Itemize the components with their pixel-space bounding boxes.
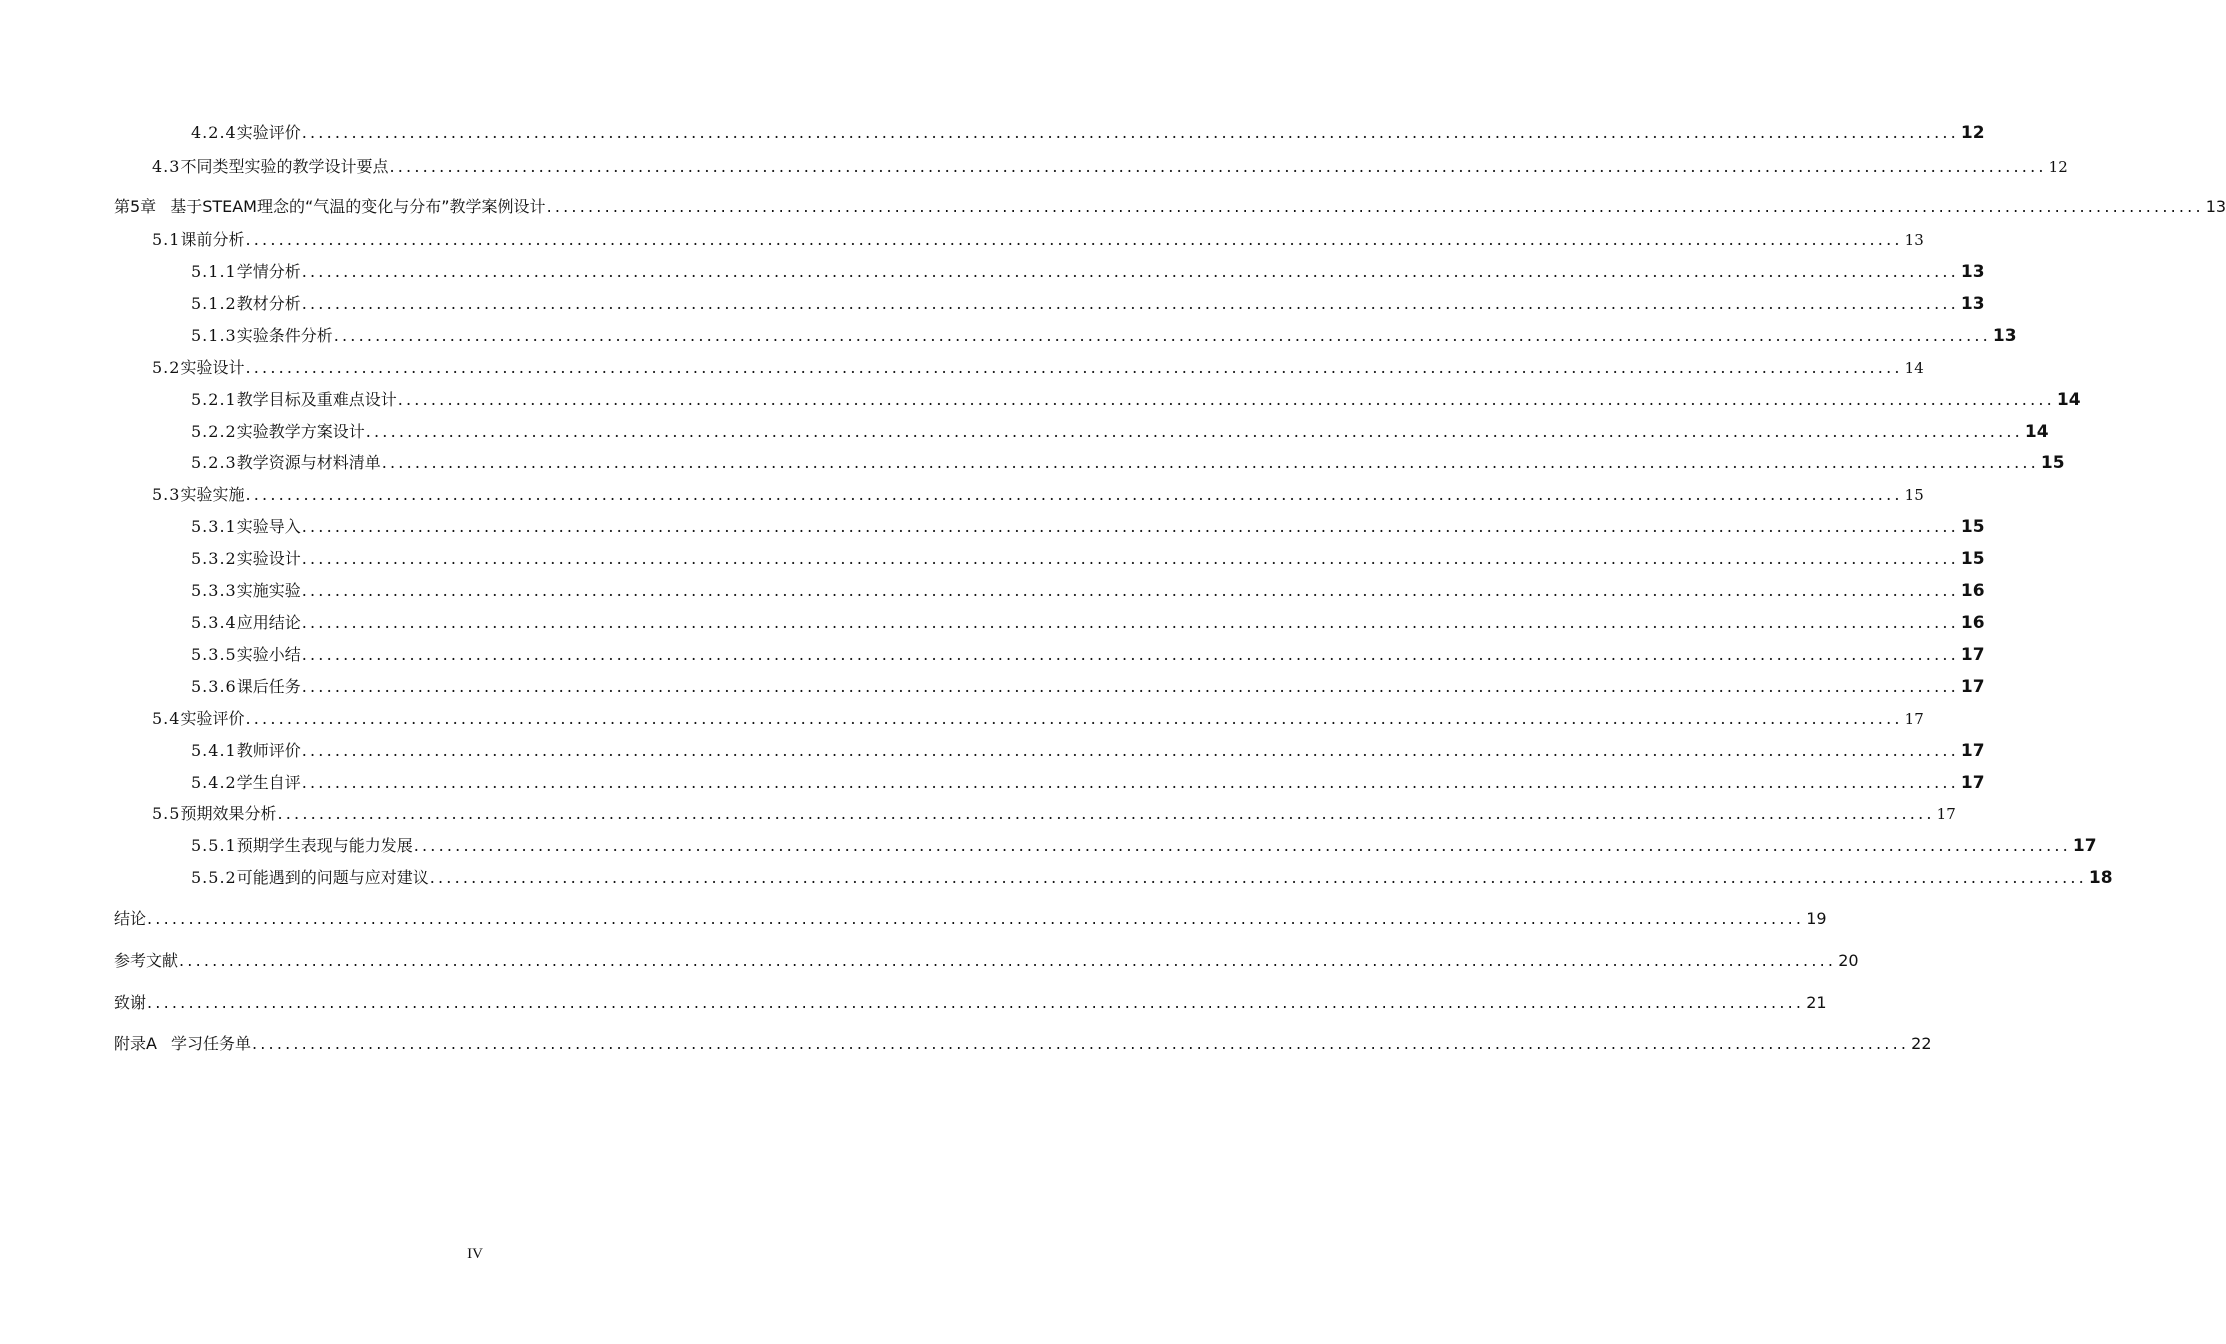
dot-leader: ........................................................................................................................................................................................................ xyxy=(301,741,1959,760)
toc-entry-title: 学生自评 xyxy=(236,773,301,792)
dot-leader: ........................................................................................................................................................................................................ xyxy=(245,709,1903,728)
toc-entry-page: 12 xyxy=(1960,123,1985,143)
toc-entry-page: 18 xyxy=(2088,868,2113,888)
toc-entry[interactable] xyxy=(191,323,2017,346)
dot-leader: ........................................................................................................................................................................................................ xyxy=(301,262,1959,281)
toc-entry-title: 实验小结 xyxy=(236,645,301,664)
toc-entry-page: 17 xyxy=(1904,710,1924,728)
toc-entry-page: 14 xyxy=(2024,422,2049,442)
toc-entry-title: 实验条件分析 xyxy=(236,326,333,345)
dot-leader: ........................................................................................................................................................................................................ xyxy=(429,868,2087,887)
toc-entry-title: 学情分析 xyxy=(236,262,301,281)
toc-entry-title: 课前分析 xyxy=(180,230,245,249)
toc-entry[interactable] xyxy=(191,387,2081,410)
dot-leader: ........................................................................................................................................................................................................ xyxy=(389,157,2047,176)
toc-entry[interactable] xyxy=(191,120,1985,143)
toc-entry-page: 17 xyxy=(1960,773,1985,793)
toc-entry-number: 5.1.1 xyxy=(191,262,237,281)
toc-entry-number: 4.2.4 xyxy=(191,123,237,142)
toc-entry-title: 教学目标及重难点设计 xyxy=(236,390,397,409)
toc-entry[interactable] xyxy=(191,642,1985,665)
toc-entry-page: 16 xyxy=(1960,613,1985,633)
dot-leader: ........................................................................................................................................................................................................ xyxy=(301,549,1959,568)
dot-leader: ........................................................................................................................................................................................................ xyxy=(301,294,1959,313)
toc-entry-page: 17 xyxy=(1960,677,1985,697)
dot-leader: ........................................................................................................................................................................................................ xyxy=(245,485,1903,504)
toc-entry-title: 基于STEAM理念的“气温的变化与分布”教学案例设计 xyxy=(170,197,546,216)
toc-entry[interactable] xyxy=(152,482,1924,505)
dot-leader: ........................................................................................................................................................................................................ xyxy=(365,422,2023,441)
toc-entry-number: 5.5.1 xyxy=(191,836,237,855)
dot-leader: ........................................................................................................................................................................................................ xyxy=(413,836,2071,855)
toc-entry-page: 17 xyxy=(1960,741,1985,761)
toc-entry-title: 实验教学方案设计 xyxy=(236,422,365,441)
toc-entry-page: 15 xyxy=(1960,517,1985,537)
toc-entry-number: 5.3.1 xyxy=(191,517,237,536)
toc-entry-title: 课后任务 xyxy=(236,677,301,696)
toc-entry-title: 不同类型实验的教学设计要点 xyxy=(180,157,389,176)
toc-entry[interactable] xyxy=(114,948,1859,971)
toc-entry-title: 实验设计 xyxy=(236,549,301,568)
toc-entry[interactable] xyxy=(191,514,1985,537)
toc-entry-number: 附录A xyxy=(114,1034,157,1053)
toc-entry-page: 20 xyxy=(1838,951,1859,970)
toc-entry-title: 预期效果分析 xyxy=(180,804,277,823)
toc-entry-page: 14 xyxy=(2056,390,2081,410)
toc-entry[interactable] xyxy=(191,610,1985,633)
toc-entry-number: 5.2.3 xyxy=(191,453,237,472)
toc-entry[interactable] xyxy=(152,355,1924,378)
dot-leader: ........................................................................................................................................................................................................ xyxy=(179,951,1837,970)
toc-entry[interactable] xyxy=(191,259,1985,282)
toc-entry[interactable] xyxy=(114,906,1827,929)
toc-entry-number: 5.4.2 xyxy=(191,773,237,792)
toc-entry-number: 5.2.2 xyxy=(191,422,237,441)
toc-entry-page: 21 xyxy=(1806,993,1827,1012)
dot-leader: ........................................................................................................................................................................................................ xyxy=(301,773,1959,792)
toc-entry[interactable] xyxy=(114,194,2226,217)
dot-leader: ........................................................................................................................................................................................................ xyxy=(301,123,1959,142)
toc-entry-title: 教师评价 xyxy=(236,741,301,760)
toc-entry-title: 实施实验 xyxy=(236,581,301,600)
toc-entry-number: 5.3.3 xyxy=(191,581,237,600)
toc-entry-number: 5.1.3 xyxy=(191,326,237,345)
toc-entry-number: 5.3.2 xyxy=(191,549,237,568)
toc-entry[interactable] xyxy=(191,738,1985,761)
toc-entry[interactable] xyxy=(152,154,2068,177)
dot-leader: ........................................................................................................................................................................................................ xyxy=(147,909,1805,928)
toc-entry[interactable] xyxy=(152,227,1924,250)
dot-leader: ........................................................................................................................................................................................................ xyxy=(251,1034,1910,1053)
toc-entry-page: 16 xyxy=(1960,581,1985,601)
toc-entry-title: 教学资源与材料清单 xyxy=(236,453,381,472)
dot-leader: ........................................................................................................................................................................................................ xyxy=(277,804,1935,823)
toc-entry-page: 17 xyxy=(1960,645,1985,665)
toc-entry-number: 5.1.2 xyxy=(191,294,237,313)
toc-entry[interactable] xyxy=(191,674,1985,697)
toc-entry-title: 实验评价 xyxy=(180,709,245,728)
toc-entry-title: 预期学生表现与能力发展 xyxy=(236,836,413,855)
toc-entry[interactable] xyxy=(191,419,2049,442)
dot-leader: ........................................................................................................................................................................................................ xyxy=(301,613,1959,632)
toc-entry-title: 应用结论 xyxy=(236,613,301,632)
dot-leader: ........................................................................................................................................................................................................ xyxy=(397,390,2055,409)
toc-entry[interactable] xyxy=(191,770,1985,793)
dot-leader: ........................................................................................................................................................................................................ xyxy=(245,230,1903,249)
toc-entry-number: 4.3 xyxy=(152,157,181,176)
toc-entry[interactable] xyxy=(114,990,1827,1013)
toc-entry-page: 17 xyxy=(1936,805,1956,823)
toc-entry[interactable] xyxy=(191,865,2113,888)
toc-entry-page: 13 xyxy=(1904,231,1924,249)
page-number: IV xyxy=(467,1246,483,1262)
dot-leader: ........................................................................................................................................................................................................ xyxy=(301,517,1959,536)
toc-entry-page: 17 xyxy=(2072,836,2097,856)
dot-leader: ........................................................................................................................................................................................................ xyxy=(301,645,1959,664)
toc-entry-title: 实验评价 xyxy=(236,123,301,142)
toc-entry-page: 13 xyxy=(2205,197,2226,216)
toc-entry[interactable] xyxy=(191,578,1985,601)
toc-entry-number: 5.3.4 xyxy=(191,613,237,632)
toc-entry-page: 19 xyxy=(1806,909,1827,928)
toc-entry-page: 13 xyxy=(1960,294,1985,314)
toc-entry-title: 可能遇到的问题与应对建议 xyxy=(236,868,429,887)
dot-leader: ........................................................................................................................................................................................................ xyxy=(546,197,2204,216)
toc-entry-number: 5.3.5 xyxy=(191,645,237,664)
toc-entry-number: 5.1 xyxy=(152,230,181,249)
toc-entry-page: 13 xyxy=(1992,326,2017,346)
dot-leader: ........................................................................................................................................................................................................ xyxy=(245,358,1903,377)
dot-leader: ........................................................................................................................................................................................................ xyxy=(333,326,1991,345)
toc-entry-title: 学习任务单 xyxy=(170,1034,251,1053)
toc-entry[interactable] xyxy=(114,1031,1932,1054)
toc-entry-title: 实验实施 xyxy=(180,485,245,504)
toc-entry-title: 参考文献 xyxy=(114,951,179,970)
toc-entry-title: 实验导入 xyxy=(236,517,301,536)
toc-entry-title: 结论 xyxy=(114,909,147,928)
toc-entry[interactable] xyxy=(191,450,2065,473)
toc-entry-number: 5.3 xyxy=(152,485,181,504)
toc-entry-number: 5.2 xyxy=(152,358,181,377)
toc-entry-number: 5.5.2 xyxy=(191,868,237,887)
toc-entry-page: 22 xyxy=(1911,1034,1932,1053)
toc-entry-page: 14 xyxy=(1904,359,1924,377)
toc-entry[interactable] xyxy=(152,706,1924,729)
dot-leader: ........................................................................................................................................................................................................ xyxy=(381,453,2039,472)
toc-entry-page: 15 xyxy=(1960,549,1985,569)
dot-leader: ........................................................................................................................................................................................................ xyxy=(147,993,1805,1012)
toc-entry-number: 5.2.1 xyxy=(191,390,237,409)
toc-entry-number: 5.4.1 xyxy=(191,741,237,760)
toc-entry-page: 15 xyxy=(1904,486,1924,504)
dot-leader: ........................................................................................................................................................................................................ xyxy=(301,581,1959,600)
toc-entry-number: 5.3.6 xyxy=(191,677,237,696)
toc-entry-page: 12 xyxy=(2048,158,2068,176)
toc-entry[interactable] xyxy=(191,291,1985,314)
toc-entry[interactable] xyxy=(191,546,1985,569)
toc-entry-title: 致谢 xyxy=(114,993,147,1012)
toc-entry-number: 第5章 xyxy=(114,197,157,216)
toc-entry[interactable] xyxy=(152,801,1956,824)
toc-entry[interactable] xyxy=(191,833,2097,856)
toc-entry-number: 5.4 xyxy=(152,709,181,728)
toc-entry-title: 实验设计 xyxy=(180,358,245,377)
toc-entry-number: 5.5 xyxy=(152,804,181,823)
dot-leader: ........................................................................................................................................................................................................ xyxy=(301,677,1959,696)
toc-entry-page: 15 xyxy=(2040,453,2065,473)
toc-entry-title: 教材分析 xyxy=(236,294,301,313)
toc-entry-page: 13 xyxy=(1960,262,1985,282)
